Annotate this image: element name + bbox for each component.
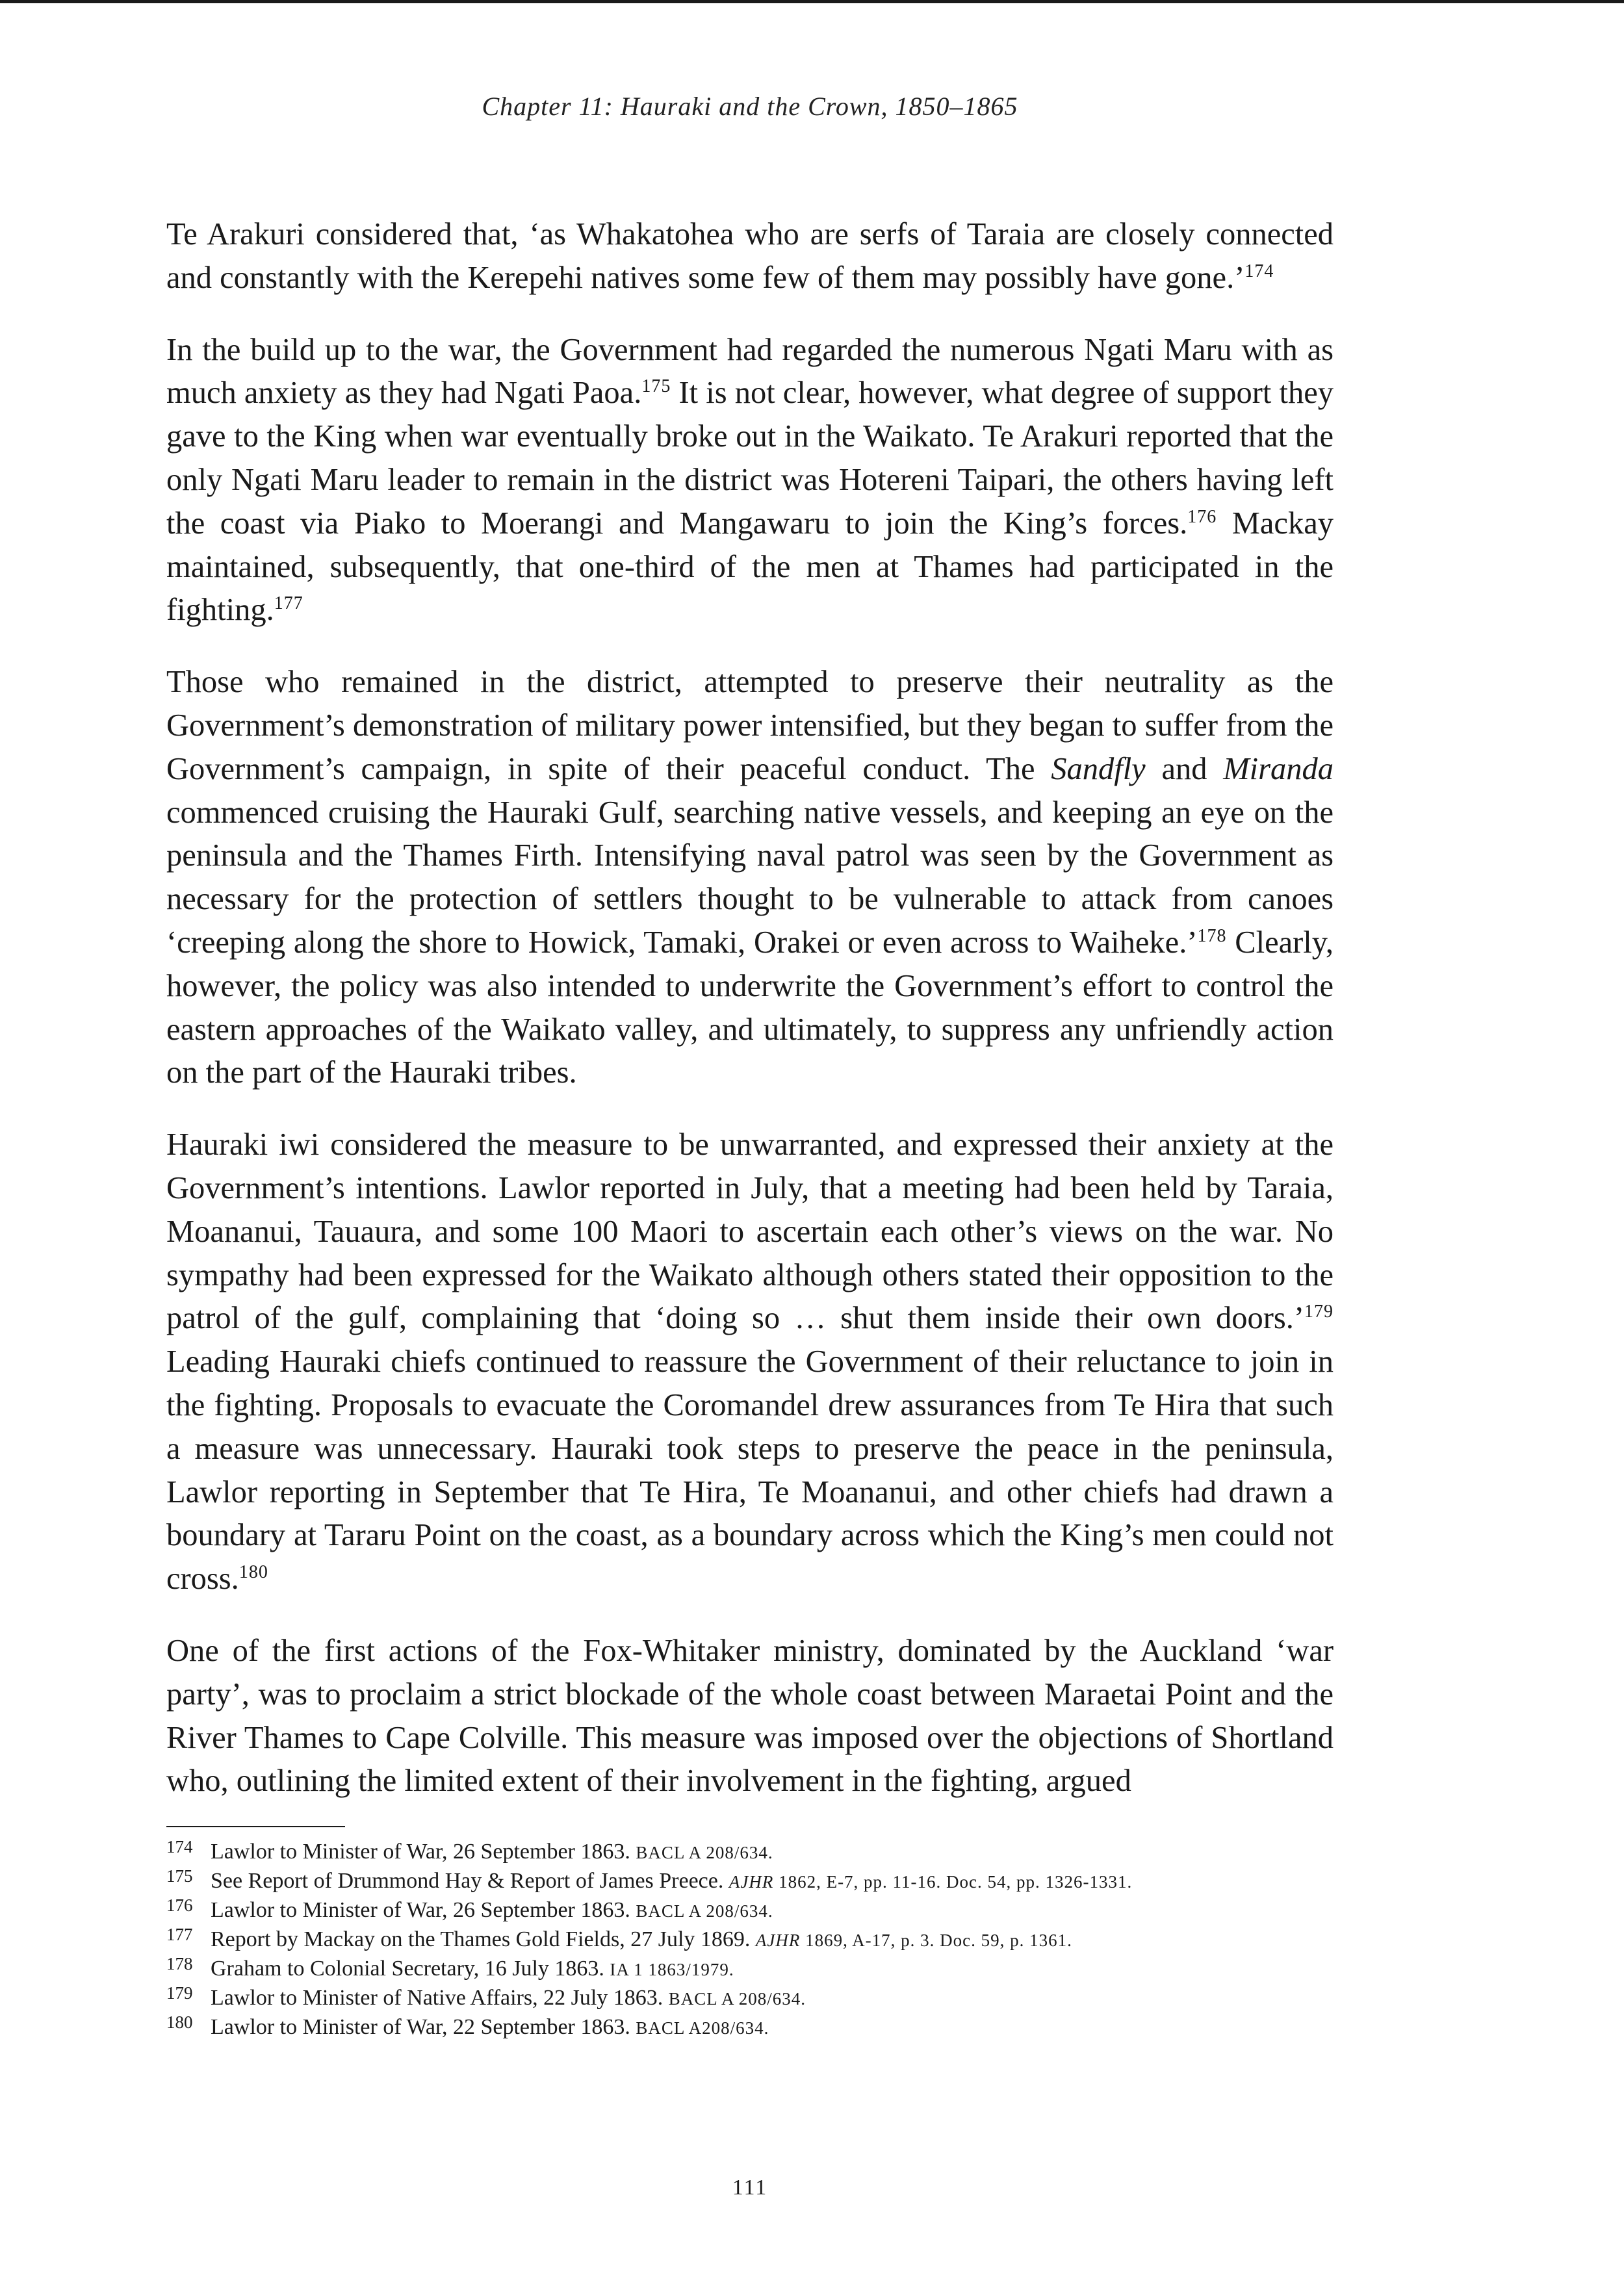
footnote-text: Lawlor to Minister of War, 26 September 1863.	[211, 1840, 636, 1864]
footnote-number: 180	[166, 2012, 193, 2032]
footnote-archive-ref: BACL A 208/634.	[636, 1843, 773, 1862]
paragraph-text: Mackay maintained, subsequently, that one-third of the men at Thames had participated in the fighting.	[166, 506, 1334, 628]
paragraph-text: It is not clear, however, what degree of support they gave to the King when war eventually broke out in the Waikato. Te Arakuri reported that the only Ngati Maru leader to remain in the district was Hotereni Taipari, the others having left the coast via Piako to Moerangi and Mangawaru to join the King’s forces.	[166, 376, 1334, 541]
footnote-archive-ref: IA 1 1863/1979.	[610, 1960, 734, 1979]
paragraph-text: One of the first actions of the Fox-Whitaker ministry, dominated by the Auckland ‘war party’, was to proclaim a strict blockade of the whole coast between Maraetai Point and the River Thames to Cape Colville. This measure was imposed over the objections of Shortland who, outlining the limited extent of their involvement in the fighting, argued	[166, 1633, 1334, 1799]
footnote-number: 174	[166, 1837, 193, 1856]
running-head: Chapter 11: Hauraki and the Crown, 1850–1865	[482, 92, 1018, 121]
footnote-179	[166, 1984, 1334, 2013]
page-number: 111	[732, 2176, 768, 2200]
footnote-journal: AJHR	[728, 1872, 774, 1892]
paragraph-text: commenced cruising the Hauraki Gulf, searching native vessels, and keeping an eye on the peninsula and the Thames Firth. Intensifying naval patrol was seen by the Government as necessary for the protection of settlers thought to be vulnerable to attack from canoes ‘creeping along the shore to Howick, Tamaki, Orakei or even across to Waiheke.’	[166, 795, 1334, 960]
footnote-journal: AJHR	[755, 1931, 801, 1950]
footnote-number: 176	[166, 1895, 193, 1915]
footnote-archive-ref: BACL A208/634.	[636, 2018, 769, 2038]
footnote-archive-ref: 1869, A-17, p. 3. Doc. 59, p. 1361.	[800, 1931, 1072, 1950]
footnotes	[166, 1838, 1334, 2042]
footnote-180	[166, 2013, 1334, 2042]
paragraph-text: Hauraki iwi considered the measure to be unwarranted, and expressed their anxiety at the Government’s intentions. Lawlor reported in July, that a meeting had been held by Taraia, Moananui, Tauaura, and some 100 Maori to ascertain each other’s views on the war. No sympathy had been expressed for the Waikato although others stated their opposition to the patrol of the gulf, complaining that ‘doing so … shut them inside their own doors.’	[166, 1127, 1334, 1336]
paragraph-3	[166, 661, 1334, 1095]
footnote-text: Lawlor to Minister of War, 26 September 1863.	[211, 1898, 636, 1922]
footnote-text: Lawlor to Minister of War, 22 September 1863.	[211, 2015, 636, 2039]
footnote-174	[166, 1838, 1334, 1867]
footnote-178	[166, 1955, 1334, 1984]
footnote-ref-175[interactable]: 175	[641, 376, 671, 397]
footnote-text: Report by Mackay on the Thames Gold Fields, 27 July 1869.	[211, 1927, 756, 1951]
footnote-ref-178[interactable]: 178	[1197, 925, 1227, 946]
paragraph-text: Leading Hauraki chiefs continued to reassure the Government of their reluctance to join in the fighting. Proposals to evacuate the Coromandel drew assurances from Te Hira that such a measure was unnecessary. Hauraki took steps to preserve the peace in the peninsula, Lawlor reporting in September that Te Hira, Te Moananui, and other chiefs had drawn a boundary at Tararu Point on the coast, as a boundary across which the King’s men could not cross.	[166, 1344, 1334, 1597]
paragraph-text: Te Arakuri considered that, ‘as Whakatohea who are serfs of Taraia are closely connected and constantly with the Kerepehi natives some few of them may possibly have gone.’	[166, 217, 1334, 295]
paragraph-1	[166, 213, 1334, 300]
paragraph-5	[166, 1630, 1334, 1803]
footnote-text: See Report of Drummond Hay & Report of James Preece.	[211, 1869, 729, 1893]
top-border-rule	[0, 0, 1624, 3]
footnote-archive-ref: BACL A 208/634.	[636, 1901, 773, 1921]
footnote-176	[166, 1896, 1334, 1925]
footnote-ref-179[interactable]: 179	[1304, 1302, 1334, 1322]
footnote-number: 178	[166, 1954, 193, 1973]
footnote-separator	[166, 1826, 345, 1827]
footnote-ref-176[interactable]: 176	[1187, 506, 1217, 527]
footnote-text: Graham to Colonial Secretary, 16 July 1863.	[211, 1957, 610, 1981]
footnote-archive-ref: BACL A 208/634.	[668, 1989, 806, 2009]
footnote-archive-ref: 1862, E-7, pp. 11-16. Doc. 54, pp. 1326-1331.	[773, 1872, 1133, 1892]
paragraph-text: In the build up to the war, the Government had regarded the numerous Ngati Maru with as much anxiety as they had Ngati Paoa.	[166, 332, 1334, 411]
paragraph-2	[166, 329, 1334, 633]
body-text	[166, 213, 1334, 1832]
footnote-175	[166, 1867, 1334, 1896]
ship-name-sandfly: Sandfly	[1051, 751, 1146, 786]
footnote-ref-174[interactable]: 174	[1244, 261, 1274, 281]
paragraph-text: Clearly, however, the policy was also intended to underwrite the Government’s effort to control the eastern approaches of the Waikato valley, and ultimately, to suppress any unfriendly action on the part of the Hauraki tribes.	[166, 925, 1334, 1090]
paragraph-text: Those who remained in the district, attempted to preserve their neutrality as the Government’s demonstration of military power intensified, but they began to suffer from the Government’s campaign, in spite of their peaceful conduct. The	[166, 665, 1334, 786]
footnote-text: Lawlor to Minister of Native Affairs, 22 July 1863.	[211, 1986, 669, 2010]
footnote-177	[166, 1925, 1334, 1955]
footnote-ref-180[interactable]: 180	[238, 1561, 268, 1582]
paragraph-text: and	[1145, 751, 1224, 786]
footnote-number: 179	[166, 1983, 193, 2003]
footnote-number: 177	[166, 1925, 193, 1944]
paragraph-4	[166, 1124, 1334, 1601]
footnote-number: 175	[166, 1866, 193, 1886]
footnote-ref-177[interactable]: 177	[274, 593, 303, 614]
ship-name-miranda: Miranda	[1223, 751, 1334, 786]
